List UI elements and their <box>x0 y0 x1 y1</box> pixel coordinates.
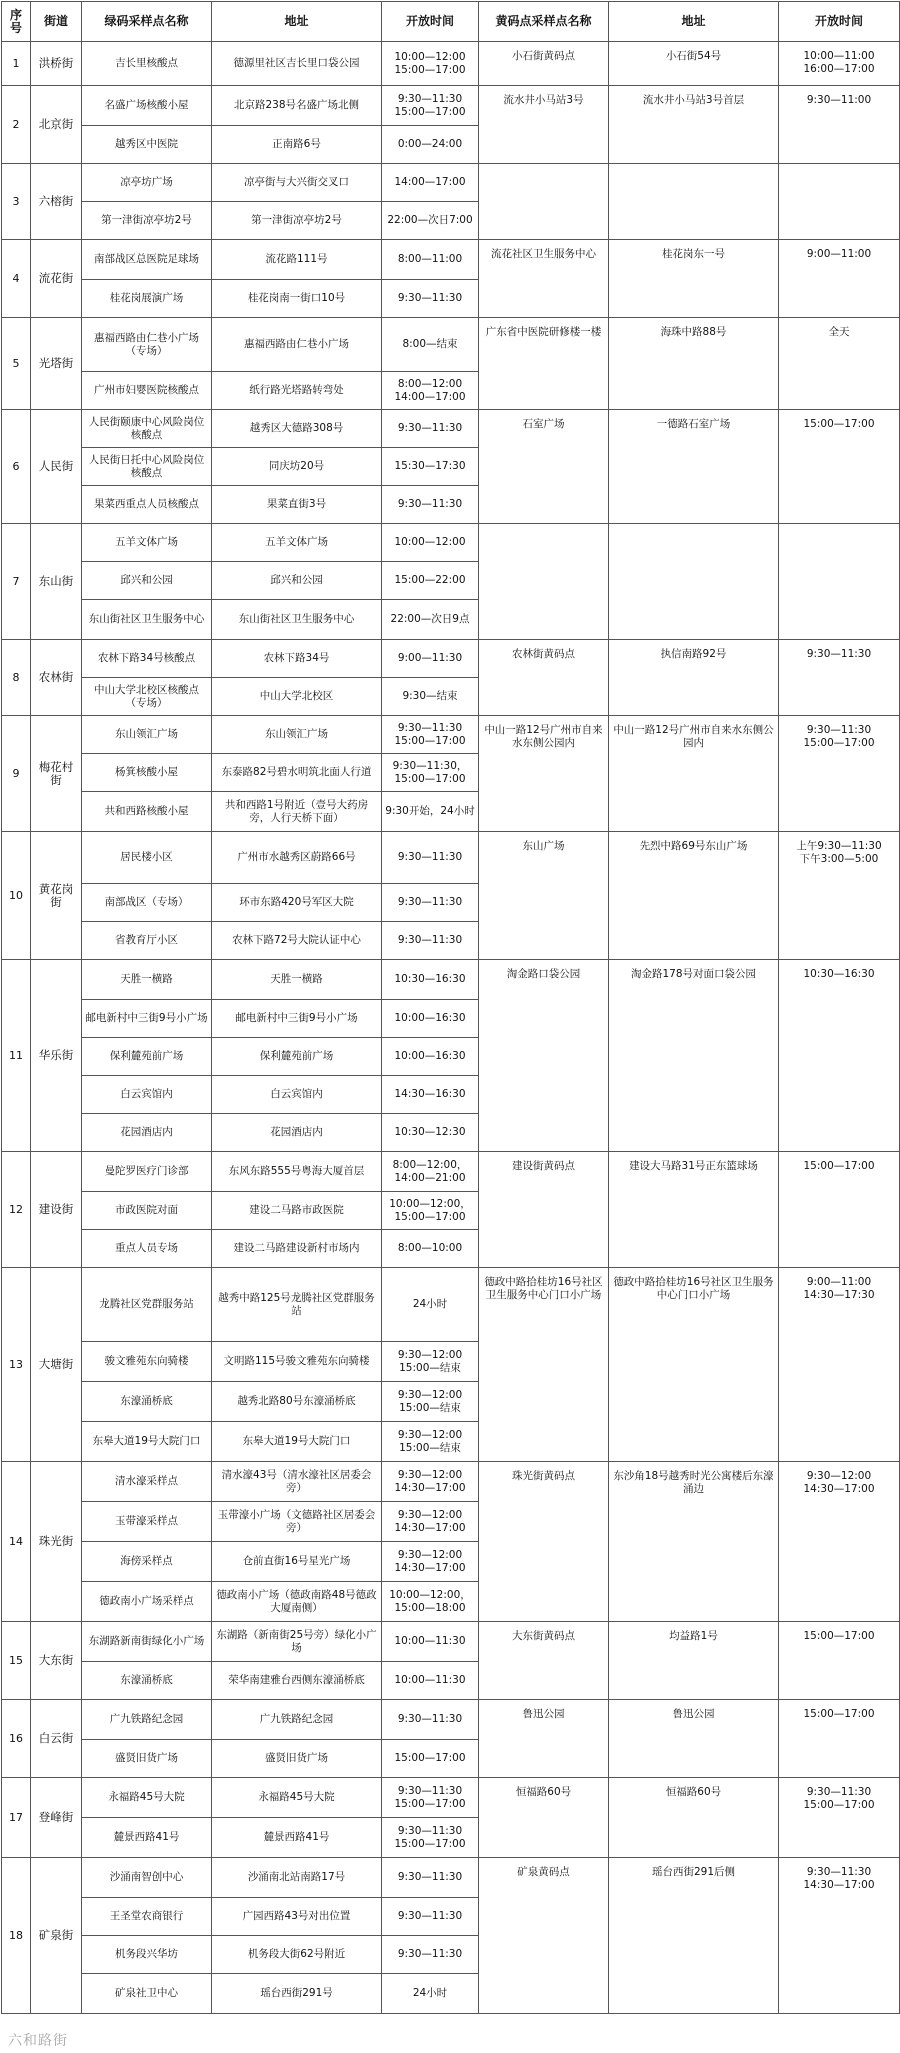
green-hours-cell: 9:00—11:30 <box>382 640 479 678</box>
yellow-site-cell: 大东街黄码点 <box>479 1622 609 1700</box>
yellow-site-cell: 建设街黄码点 <box>479 1152 609 1268</box>
header-yellow-site: 黄码点采样点名称 <box>479 2 609 42</box>
yellow-site-cell: 农林街黄码点 <box>479 640 609 716</box>
green-site-cell: 白云宾馆内 <box>82 1076 212 1114</box>
green-hours-cell: 10:00—11:30 <box>382 1622 479 1662</box>
green-address-cell: 保利麓苑前广场 <box>212 1038 382 1076</box>
green-address-cell: 麓景西路41号 <box>212 1818 382 1858</box>
green-site-cell: 骏文雅苑东向骑楼 <box>82 1342 212 1382</box>
green-address-cell: 东山领汇广场 <box>212 716 382 754</box>
green-site-cell: 天胜一横路 <box>82 960 212 1000</box>
street-cell: 洪桥街 <box>31 42 82 86</box>
green-site-cell: 龙腾社区党群服务站 <box>82 1268 212 1342</box>
street-cell: 大塘街 <box>31 1268 82 1462</box>
seq-cell: 14 <box>2 1462 31 1622</box>
green-hours-cell: 9:30—11:30 <box>382 1936 479 1974</box>
green-site-cell: 东山街社区卫生服务中心 <box>82 600 212 640</box>
green-address-cell: 建设二马路市政医院 <box>212 1192 382 1230</box>
seq-cell: 3 <box>2 164 31 240</box>
green-hours-cell: 9:30—11:30 <box>382 832 479 884</box>
green-address-cell: 建设二马路建设新村市场内 <box>212 1230 382 1268</box>
green-address-cell: 环市东路420号军区大院 <box>212 884 382 922</box>
yellow-hours-cell: 全天 <box>779 318 900 410</box>
street-cell: 建设街 <box>31 1152 82 1268</box>
green-site-cell: 东濠涌桥底 <box>82 1662 212 1700</box>
street-cell: 华乐街 <box>31 960 82 1152</box>
green-hours-cell: 9:30—11:30， 15:00—17:00 <box>382 754 479 792</box>
yellow-address-cell: 流水井小马站3号首层 <box>609 86 779 164</box>
yellow-address-cell: 一德路石室广场 <box>609 410 779 524</box>
table-row <box>2 1622 900 1662</box>
green-site-cell: 玉带濠采样点 <box>82 1502 212 1542</box>
green-hours-cell: 8:00—12:00 14:00—17:00 <box>382 372 479 410</box>
yellow-hours-cell: 15:00—17:00 <box>779 1622 900 1700</box>
green-site-cell: 重点人员专场 <box>82 1230 212 1268</box>
green-site-cell: 第一津街凉亭坊2号 <box>82 202 212 240</box>
green-address-cell: 东皋大道19号大院门口 <box>212 1422 382 1462</box>
yellow-address-cell: 建设大马路31号正东篮球场 <box>609 1152 779 1268</box>
street-cell: 矿泉街 <box>31 1858 82 2014</box>
seq-cell: 6 <box>2 410 31 524</box>
green-hours-cell: 9:30—12:00 14:30—17:00 <box>382 1542 479 1582</box>
green-site-cell: 共和西路核酸小屋 <box>82 792 212 832</box>
green-hours-cell: 9:30—11:30 <box>382 1898 479 1936</box>
green-site-cell: 人民街日托中心风险岗位核酸点 <box>82 448 212 486</box>
green-address-cell: 德政南小广场（德政南路48号德政大厦南侧） <box>212 1582 382 1622</box>
green-address-cell: 广州市水越秀区蔚路66号 <box>212 832 382 884</box>
green-hours-cell: 10:00—11:30 <box>382 1662 479 1700</box>
yellow-hours-cell: 9:30—11:30 15:00—17:00 <box>779 716 900 832</box>
green-site-cell: 农林下路34号核酸点 <box>82 640 212 678</box>
yellow-address-cell: 先烈中路69号东山广场 <box>609 832 779 960</box>
green-site-cell: 广州市妇婴医院核酸点 <box>82 372 212 410</box>
green-address-cell: 东湖路（新南街25号旁）绿化小广场 <box>212 1622 382 1662</box>
seq-cell: 2 <box>2 86 31 164</box>
green-address-cell: 花园酒店内 <box>212 1114 382 1152</box>
table-row <box>2 240 900 280</box>
street-cell: 农林街 <box>31 640 82 716</box>
street-cell: 北京街 <box>31 86 82 164</box>
green-hours-cell: 14:00—17:00 <box>382 164 479 202</box>
yellow-site-cell: 流花社区卫生服务中心 <box>479 240 609 318</box>
green-hours-cell: 9:30—11:30 <box>382 280 479 318</box>
green-hours-cell: 9:30—12:00 14:30—17:00 <box>382 1502 479 1542</box>
green-site-cell: 越秀区中医院 <box>82 126 212 164</box>
street-cell: 黄花岗街 <box>31 832 82 960</box>
table-row <box>2 1778 900 1818</box>
yellow-address-cell: 瑶台西街291后侧 <box>609 1858 779 2014</box>
green-site-cell: 桂花岗展演广场 <box>82 280 212 318</box>
yellow-hours-cell: 9:00—11:00 <box>779 240 900 318</box>
yellow-site-cell: 恒福路60号 <box>479 1778 609 1858</box>
yellow-hours-cell: 15:00—17:00 <box>779 1152 900 1268</box>
green-address-cell: 纸行路光塔路转弯处 <box>212 372 382 410</box>
green-address-cell: 盛贤旧货广场 <box>212 1740 382 1778</box>
green-hours-cell: 10:00—12:00， 15:00—17:00 <box>382 1192 479 1230</box>
green-site-cell: 沙涌南智创中心 <box>82 1858 212 1898</box>
street-cell: 东山街 <box>31 524 82 640</box>
yellow-hours-cell: 9:30—12:00 14:30—17:00 <box>779 1462 900 1622</box>
green-hours-cell: 9:30—11:30 15:00—17:00 <box>382 1818 479 1858</box>
green-address-cell: 广园西路43号对出位置 <box>212 1898 382 1936</box>
yellow-address-cell: 东沙角18号越秀时光公寓楼后东濠涌边 <box>609 1462 779 1622</box>
yellow-site-cell: 小石街黄码点 <box>479 42 609 86</box>
street-cell: 珠光街 <box>31 1462 82 1622</box>
green-address-cell: 农林下路34号 <box>212 640 382 678</box>
green-address-cell: 白云宾馆内 <box>212 1076 382 1114</box>
yellow-address-cell: 执信南路92号 <box>609 640 779 716</box>
table-row <box>2 318 900 372</box>
green-hours-cell: 8:00—10:00 <box>382 1230 479 1268</box>
green-hours-cell: 15:00—22:00 <box>382 562 479 600</box>
green-address-cell: 果菜直街3号 <box>212 486 382 524</box>
green-hours-cell: 9:30—11:30 <box>382 1700 479 1740</box>
green-site-cell: 东山领汇广场 <box>82 716 212 754</box>
green-address-cell: 越秀北路80号东濠涌桥底 <box>212 1382 382 1422</box>
green-site-cell: 南部战区总医院足球场 <box>82 240 212 280</box>
green-hours-cell: 9:30—12:00 14:30—17:00 <box>382 1462 479 1502</box>
header-yellow-hours: 开放时间 <box>779 2 900 42</box>
yellow-site-cell: 鲁迅公园 <box>479 1700 609 1778</box>
yellow-hours-cell: 10:30—16:30 <box>779 960 900 1152</box>
yellow-site-cell: 广东省中医院研修楼一楼 <box>479 318 609 410</box>
green-site-cell: 东皋大道19号大院门口 <box>82 1422 212 1462</box>
green-hours-cell: 15:30—17:30 <box>382 448 479 486</box>
yellow-hours-cell <box>779 164 900 240</box>
yellow-address-cell: 海珠中路88号 <box>609 318 779 410</box>
green-address-cell: 荣华南建雅台西侧东濠涌桥底 <box>212 1662 382 1700</box>
yellow-site-cell <box>479 164 609 240</box>
yellow-address-cell: 德政中路拾桂坊16号社区卫生服务中心门口小广场 <box>609 1268 779 1462</box>
green-hours-cell: 10:00—16:30 <box>382 1000 479 1038</box>
green-address-cell: 沙涌南北站南路17号 <box>212 1858 382 1898</box>
street-cell: 梅花村街 <box>31 716 82 832</box>
green-site-cell: 五羊文体广场 <box>82 524 212 562</box>
green-hours-cell: 9:30开始，24小时 <box>382 792 479 832</box>
street-cell: 人民街 <box>31 410 82 524</box>
table-row <box>2 1858 900 1898</box>
table-row <box>2 832 900 884</box>
yellow-site-cell: 东山广场 <box>479 832 609 960</box>
street-cell: 白云街 <box>31 1700 82 1778</box>
header-seq: 序号 <box>2 2 31 42</box>
green-address-cell: 仓前直街16号星光广场 <box>212 1542 382 1582</box>
header-green-site: 绿码采样点名称 <box>82 2 212 42</box>
green-hours-cell: 10:00—12:00 15:00—17:00 <box>382 42 479 86</box>
green-address-cell: 天胜一横路 <box>212 960 382 1000</box>
yellow-site-cell: 矿泉黄码点 <box>479 1858 609 2014</box>
yellow-hours-cell: 9:00—11:00 14:30—17:30 <box>779 1268 900 1462</box>
yellow-site-cell: 中山一路12号广州市自来水东侧公园内 <box>479 716 609 832</box>
yellow-site-cell <box>479 524 609 640</box>
green-site-cell: 邮电新村中三街9号小广场 <box>82 1000 212 1038</box>
seq-cell: 5 <box>2 318 31 410</box>
green-address-cell: 东泰路82号碧水明筑北面人行道 <box>212 754 382 792</box>
header-row <box>2 2 900 42</box>
seq-cell: 13 <box>2 1268 31 1462</box>
green-address-cell: 广九铁路纪念园 <box>212 1700 382 1740</box>
green-hours-cell: 10:00—12:00 <box>382 524 479 562</box>
green-hours-cell: 24小时 <box>382 1974 479 2014</box>
green-site-cell: 中山大学北校区核酸点（专场） <box>82 678 212 716</box>
green-hours-cell: 9:30—12:00 15:00—结束 <box>382 1382 479 1422</box>
green-address-cell: 桂花岗南一街口10号 <box>212 280 382 318</box>
green-hours-cell: 10:00—16:30 <box>382 1038 479 1076</box>
table-row <box>2 42 900 86</box>
green-site-cell: 居民楼小区 <box>82 832 212 884</box>
yellow-hours-cell: 15:00—17:00 <box>779 1700 900 1778</box>
green-hours-cell: 9:30—11:30 15:00—17:00 <box>382 86 479 126</box>
yellow-hours-cell: 10:00—11:00 16:00—17:00 <box>779 42 900 86</box>
green-hours-cell: 15:00—17:00 <box>382 1740 479 1778</box>
green-address-cell: 农林下路72号大院认证中心 <box>212 922 382 960</box>
seq-cell: 15 <box>2 1622 31 1700</box>
green-address-cell: 越秀中路125号龙腾社区党群服务站 <box>212 1268 382 1342</box>
yellow-address-cell: 桂花岗东一号 <box>609 240 779 318</box>
green-hours-cell: 0:00—24:00 <box>382 126 479 164</box>
green-site-cell: 东湖路新南街绿化小广场 <box>82 1622 212 1662</box>
table-row <box>2 1268 900 1342</box>
green-site-cell: 清水濠采样点 <box>82 1462 212 1502</box>
seq-cell: 8 <box>2 640 31 716</box>
green-address-cell: 凉亭街与大兴街交叉口 <box>212 164 382 202</box>
green-address-cell: 机务段大街62号附近 <box>212 1936 382 1974</box>
yellow-hours-cell: 9:30—11:30 15:00—17:00 <box>779 1778 900 1858</box>
green-address-cell: 越秀区大德路308号 <box>212 410 382 448</box>
street-cell: 登峰街 <box>31 1778 82 1858</box>
table-row <box>2 164 900 202</box>
yellow-hours-cell: 9:30—11:30 14:30—17:00 <box>779 1858 900 2014</box>
green-hours-cell: 9:30—12:00 15:00—结束 <box>382 1422 479 1462</box>
green-site-cell: 杨箕核酸小屋 <box>82 754 212 792</box>
table-row <box>2 640 900 678</box>
yellow-address-cell: 鲁迅公园 <box>609 1700 779 1778</box>
green-hours-cell: 9:30—11:30 15:00—17:00 <box>382 716 479 754</box>
street-cell: 大东街 <box>31 1622 82 1700</box>
green-address-cell: 共和西路1号附近（壹号大药房旁，人行天桥下面） <box>212 792 382 832</box>
green-hours-cell: 9:30—11:30 <box>382 410 479 448</box>
table-row <box>2 1462 900 1502</box>
yellow-address-cell: 小石街54号 <box>609 42 779 86</box>
green-site-cell: 机务段兴华坊 <box>82 1936 212 1974</box>
green-hours-cell: 8:00—结束 <box>382 318 479 372</box>
green-site-cell: 凉亭坊广场 <box>82 164 212 202</box>
yellow-site-cell: 德政中路拾桂坊16号社区卫生服务中心门口小广场 <box>479 1268 609 1462</box>
green-address-cell: 清水濠43号（清水濠社区居委会旁） <box>212 1462 382 1502</box>
header-green-address: 地址 <box>212 2 382 42</box>
green-site-cell: 果菜西重点人员核酸点 <box>82 486 212 524</box>
table-row <box>2 524 900 562</box>
green-hours-cell: 9:30—结束 <box>382 678 479 716</box>
table-row <box>2 1152 900 1192</box>
green-site-cell: 盛贤旧货广场 <box>82 1740 212 1778</box>
yellow-site-cell: 石室广场 <box>479 410 609 524</box>
green-address-cell: 五羊文体广场 <box>212 524 382 562</box>
green-site-cell: 省教育厅小区 <box>82 922 212 960</box>
green-hours-cell: 22:00—次日7:00 <box>382 202 479 240</box>
seq-cell: 7 <box>2 524 31 640</box>
green-hours-cell: 22:00—次日9点 <box>382 600 479 640</box>
table-row <box>2 1700 900 1740</box>
header-green-hours: 开放时间 <box>382 2 479 42</box>
seq-cell: 11 <box>2 960 31 1152</box>
green-site-cell: 王圣堂农商银行 <box>82 1898 212 1936</box>
green-address-cell: 同庆坊20号 <box>212 448 382 486</box>
green-site-cell: 南部战区（专场） <box>82 884 212 922</box>
green-address-cell: 东山街社区卫生服务中心 <box>212 600 382 640</box>
green-site-cell: 名盛广场核酸小屋 <box>82 86 212 126</box>
yellow-hours-cell: 15:00—17:00 <box>779 410 900 524</box>
seq-cell: 9 <box>2 716 31 832</box>
green-address-cell: 邮电新村中三街9号小广场 <box>212 1000 382 1038</box>
green-address-cell: 瑶台西街291号 <box>212 1974 382 2014</box>
yellow-hours-cell: 9:30—11:30 <box>779 640 900 716</box>
green-address-cell: 北京路238号名盛广场北侧 <box>212 86 382 126</box>
green-hours-cell: 9:30—12:00 15:00—结束 <box>382 1342 479 1382</box>
green-site-cell: 惠福西路由仁巷小广场（专场） <box>82 318 212 372</box>
green-site-cell: 人民街颐康中心风险岗位核酸点 <box>82 410 212 448</box>
yellow-address-cell <box>609 164 779 240</box>
green-hours-cell: 10:30—12:30 <box>382 1114 479 1152</box>
green-hours-cell: 9:30—11:30 <box>382 884 479 922</box>
green-hours-cell: 9:30—11:30 <box>382 1858 479 1898</box>
green-address-cell: 流花路111号 <box>212 240 382 280</box>
green-site-cell: 广九铁路纪念园 <box>82 1700 212 1740</box>
yellow-address-cell: 中山一路12号广州市自来水东侧公园内 <box>609 716 779 832</box>
green-hours-cell: 8:00—12:00， 14:00—21:00 <box>382 1152 479 1192</box>
seq-cell: 4 <box>2 240 31 318</box>
green-hours-cell: 10:30—16:30 <box>382 960 479 1000</box>
green-site-cell: 矿泉社卫中心 <box>82 1974 212 2014</box>
green-address-cell: 惠福西路由仁巷小广场 <box>212 318 382 372</box>
yellow-site-cell: 淘金路口袋公园 <box>479 960 609 1152</box>
green-address-cell: 玉带濠小广场（文德路社区居委会旁） <box>212 1502 382 1542</box>
green-address-cell: 永福路45号大院 <box>212 1778 382 1818</box>
green-site-cell: 邱兴和公园 <box>82 562 212 600</box>
yellow-hours-cell: 上午9:30—11:30 下午3:00—5:00 <box>779 832 900 960</box>
seq-cell: 16 <box>2 1700 31 1778</box>
green-hours-cell: 9:30—11:30 15:00—17:00 <box>382 1778 479 1818</box>
seq-cell: 12 <box>2 1152 31 1268</box>
header-yellow-address: 地址 <box>609 2 779 42</box>
yellow-address-cell <box>609 524 779 640</box>
green-address-cell: 中山大学北校区 <box>212 678 382 716</box>
green-site-cell: 吉长里核酸点 <box>82 42 212 86</box>
table-row <box>2 86 900 126</box>
green-hours-cell: 14:30—16:30 <box>382 1076 479 1114</box>
seq-cell: 18 <box>2 1858 31 2014</box>
green-hours-cell: 10:00—12:00， 15:00—18:00 <box>382 1582 479 1622</box>
yellow-address-cell: 恒福路60号 <box>609 1778 779 1858</box>
green-address-cell: 第一津街凉亭坊2号 <box>212 202 382 240</box>
seq-cell: 1 <box>2 42 31 86</box>
green-site-cell: 市政医院对面 <box>82 1192 212 1230</box>
street-cell: 流花街 <box>31 240 82 318</box>
green-site-cell: 德政南小广场采样点 <box>82 1582 212 1622</box>
green-address-cell: 德源里社区吉长里口袋公园 <box>212 42 382 86</box>
green-site-cell: 保利麓苑前广场 <box>82 1038 212 1076</box>
green-address-cell: 文明路115号骏文雅苑东向骑楼 <box>212 1342 382 1382</box>
header-street: 街道 <box>31 2 82 42</box>
green-site-cell: 海傍采样点 <box>82 1542 212 1582</box>
street-cell: 光塔街 <box>31 318 82 410</box>
green-hours-cell: 8:00—11:00 <box>382 240 479 280</box>
green-site-cell: 永福路45号大院 <box>82 1778 212 1818</box>
yellow-site-cell: 流水井小马站3号 <box>479 86 609 164</box>
green-site-cell: 东濠涌桥底 <box>82 1382 212 1422</box>
green-hours-cell: 24小时 <box>382 1268 479 1342</box>
yellow-address-cell: 淘金路178号对面口袋公园 <box>609 960 779 1152</box>
table-row <box>2 960 900 1000</box>
green-site-cell: 麓景西路41号 <box>82 1818 212 1858</box>
seq-cell: 10 <box>2 832 31 960</box>
yellow-site-cell: 珠光街黄码点 <box>479 1462 609 1622</box>
green-address-cell: 正南路6号 <box>212 126 382 164</box>
yellow-hours-cell: 9:30—11:00 <box>779 86 900 164</box>
green-address-cell: 东风东路555号粤海大厦首层 <box>212 1152 382 1192</box>
green-hours-cell: 9:30—11:30 <box>382 486 479 524</box>
green-site-cell: 花园酒店内 <box>82 1114 212 1152</box>
seq-cell: 17 <box>2 1778 31 1858</box>
table-row <box>2 716 900 754</box>
sampling-sites-table <box>1 1 900 2014</box>
watermark: 六和路街 <box>8 2033 68 2049</box>
street-cell: 六榕街 <box>31 164 82 240</box>
table-row <box>2 410 900 448</box>
yellow-address-cell: 均益路1号 <box>609 1622 779 1700</box>
green-hours-cell: 9:30—11:30 <box>382 922 479 960</box>
yellow-hours-cell <box>779 524 900 640</box>
green-site-cell: 曼陀罗医疗门诊部 <box>82 1152 212 1192</box>
green-address-cell: 邱兴和公园 <box>212 562 382 600</box>
